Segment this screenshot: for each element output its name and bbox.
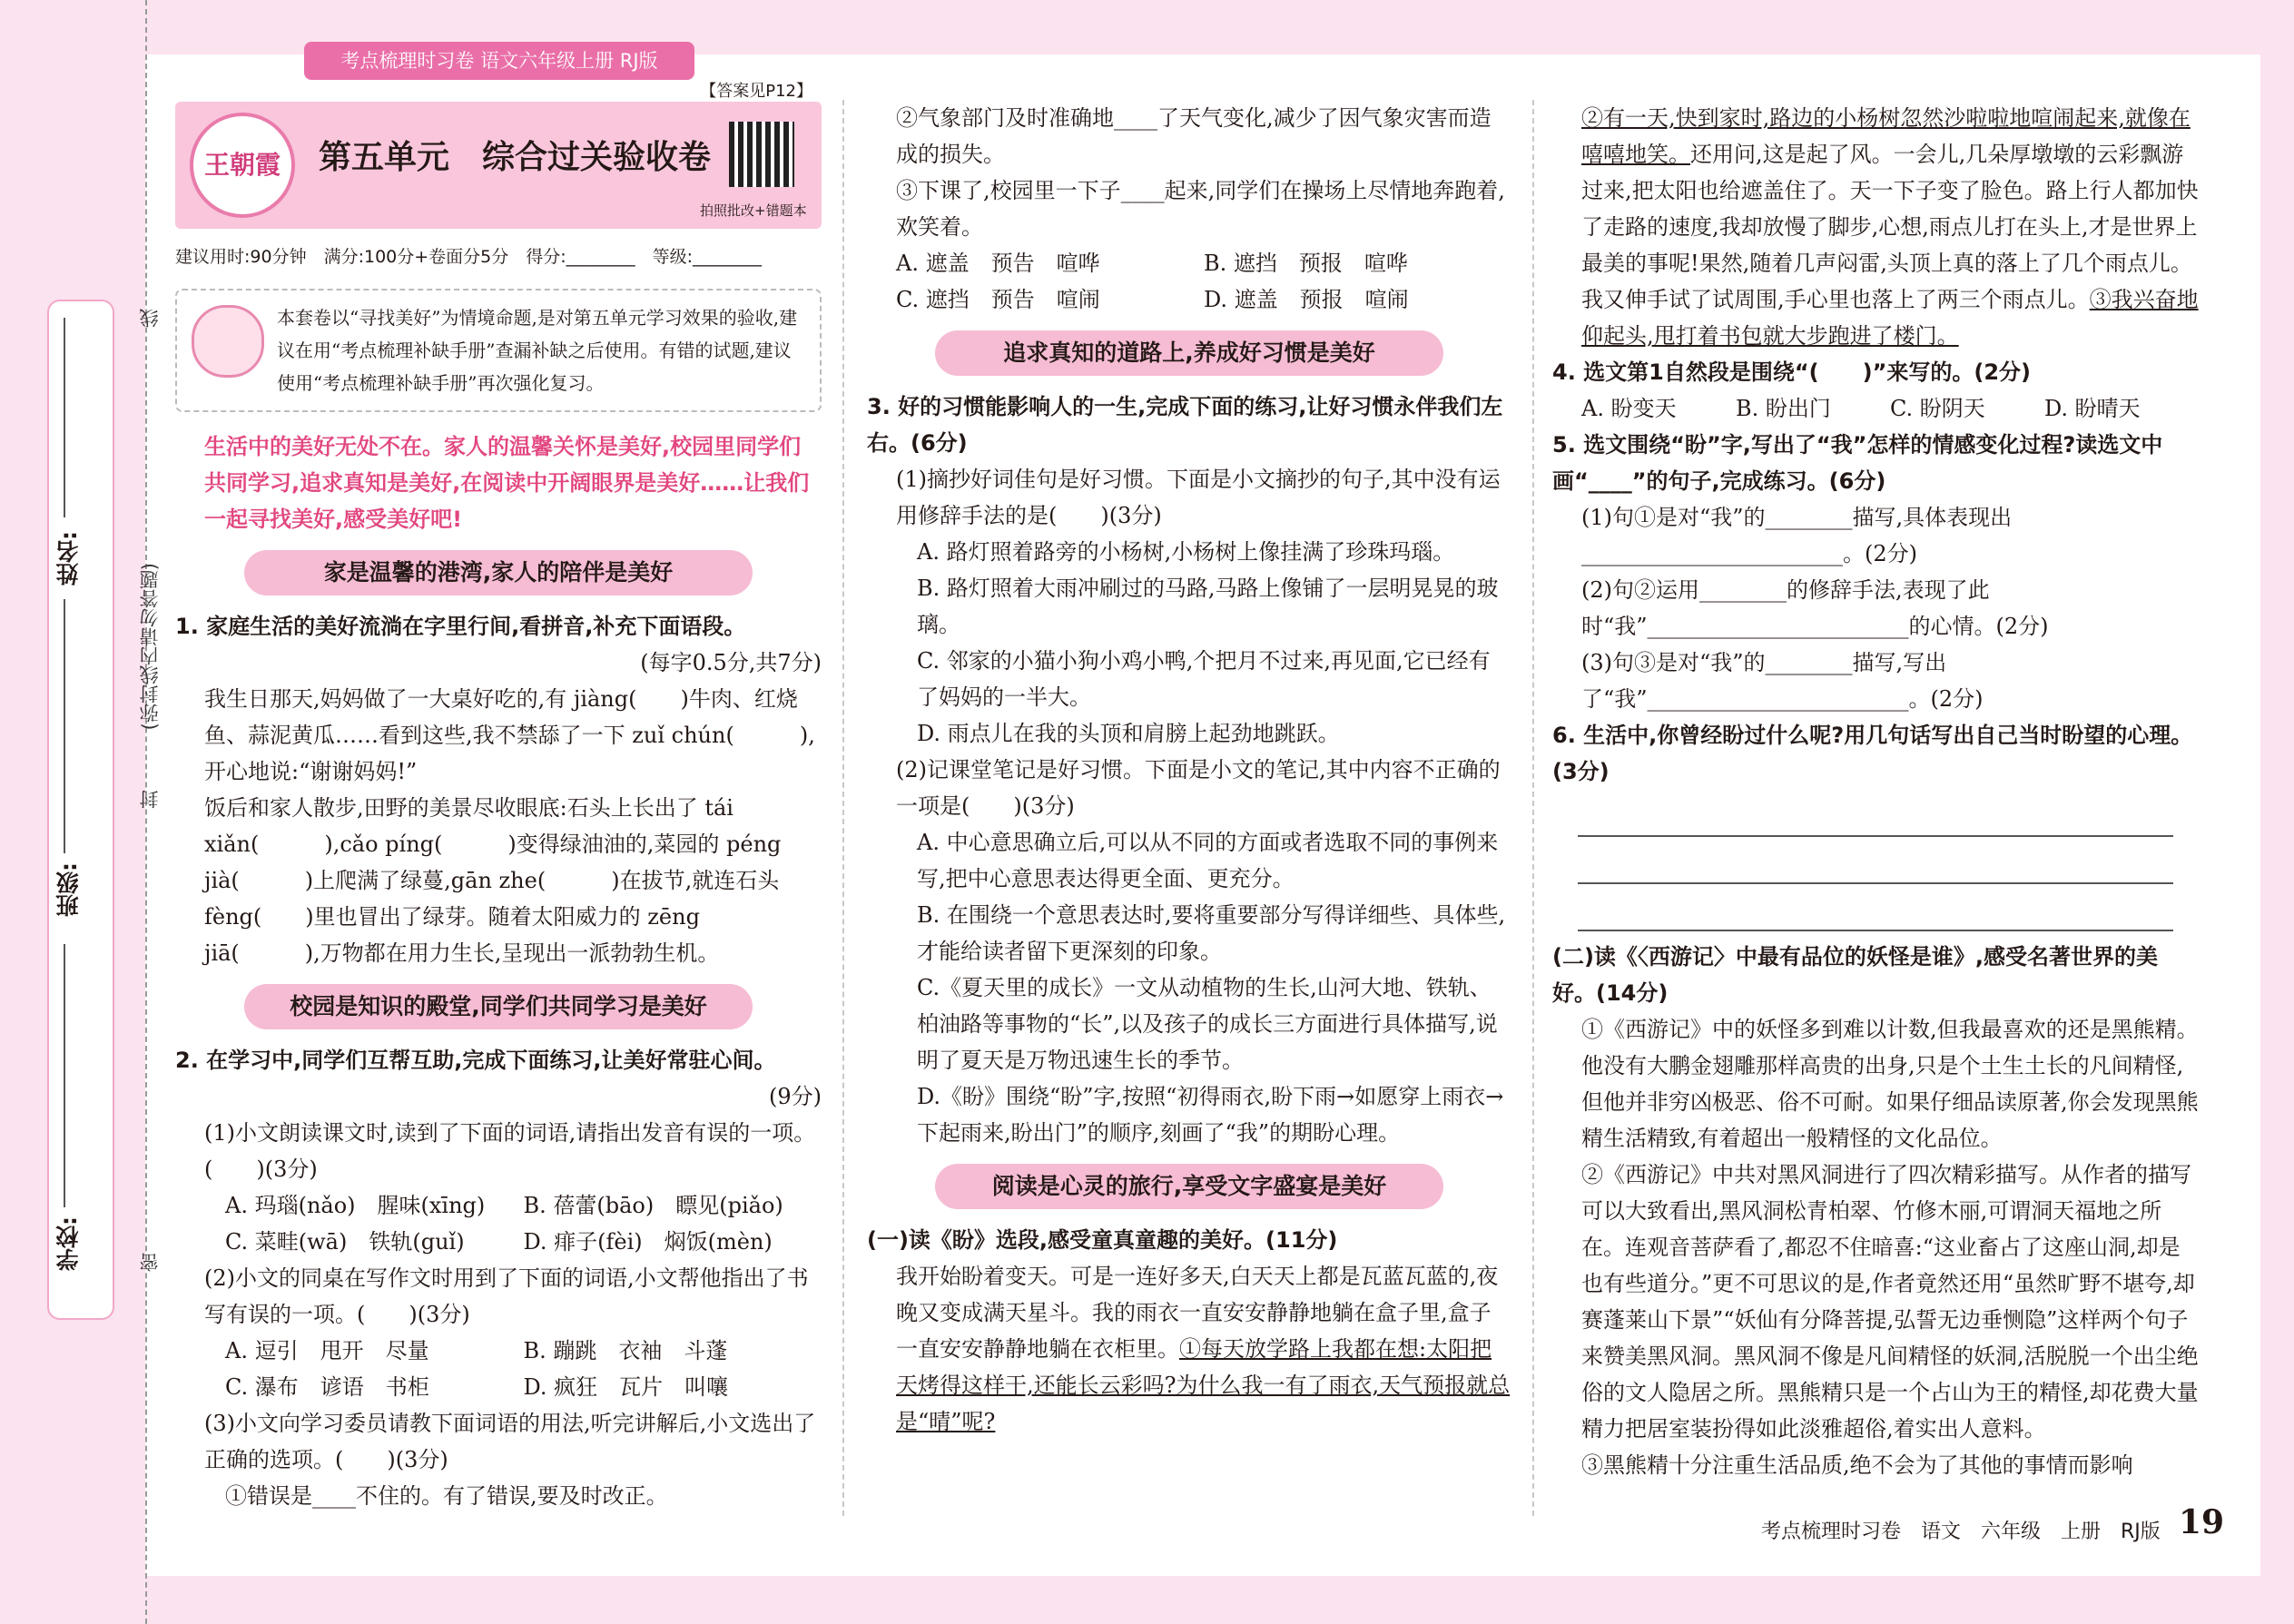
q5-1[interactable]: (1)句①是对“我”的________描写,具体表现出________________________。(2分) — [1581, 505, 2013, 566]
seal-text: (弥封线内请勿答题) — [139, 563, 161, 731]
q2-3-sentence-2: ②气象部门及时准确地____了天气变化,减少了因气象灾害而造成的损失。 — [896, 105, 1492, 167]
seal-mark-line: 线 — [139, 309, 161, 328]
exam-meta: 建议用时:90分钟 满分:100分+卷面分5分 得分:________ 等级:________ — [175, 247, 763, 267]
option[interactable]: A. 遮盖 预告 喧哗 — [896, 251, 1100, 276]
column-divider-2 — [1532, 100, 1534, 1516]
column-1 — [175, 82, 822, 1514]
option[interactable]: B. 蓓蕾(bāo) 瞟见(piǎo) — [523, 1193, 783, 1218]
section-reading: 阅读是心灵的旅行,享受文字盛宴是美好 — [935, 1164, 1443, 1209]
column-3 — [1552, 100, 2199, 1483]
answer-line[interactable] — [1578, 890, 2173, 931]
q2-title: 2. 在学习中,同学们互帮互助,完成下面练习,让美好常驻心间。 — [175, 1048, 776, 1073]
q3-1-options — [867, 534, 1511, 752]
theme-text: 生活中的美好无处不在。家人的温馨关怀是美好,校园里同学们共同学习,追求真知是美好,在阅读中开阔眼界是美好……让我们一起寻找美好,感受美好吧! — [204, 434, 810, 532]
seal-line — [145, 0, 147, 1624]
reading-1-underlined-sentence-3: ③我兴奋地仰起头,甩打着书包就大步跑进了楼门。 — [1581, 287, 2199, 349]
section-school: 校园是知识的殿堂,同学们共同学习是美好 — [244, 984, 753, 1029]
girl-avatar-icon — [192, 305, 264, 378]
seal-mark-secret: 密 — [139, 1253, 161, 1272]
option[interactable]: D. 遮盖 预报 喧闹 — [1204, 287, 1409, 312]
q5-3[interactable]: (3)句③是对“我”的________描写,写出了“我”________________________。(2分) — [1581, 650, 1984, 712]
qr-caption: 拍照批改+错题本 — [700, 202, 807, 219]
option[interactable]: D. 盼晴天 — [2044, 396, 2141, 421]
q3-2-options — [867, 824, 1511, 1151]
q2-1-question: (1)小文朗读课文时,读到了下面的词语,请指出发音有误的一项。( )(3分) — [204, 1120, 816, 1182]
q3-1-question: (1)摘抄好词佳句是好习惯。下面是小文摘抄的句子,其中没有运用修辞手法的是( )(3分) — [896, 467, 1501, 528]
column-divider-1 — [842, 100, 844, 1516]
class-line[interactable] — [64, 599, 65, 853]
option[interactable]: A. 路灯照着路旁的小杨树,小杨树上像挂满了珍珠玛瑙。 — [917, 539, 1455, 565]
option[interactable]: C. 瀑布 谚语 书柜 — [225, 1374, 429, 1400]
option[interactable]: A. 逗引 甩开 尽量 — [225, 1338, 429, 1363]
q2-3-sentence-3: ③下课了,校园里一下子____起来,同学们在操场上尽情地奔跑着,欢笑着。 — [896, 178, 1505, 240]
q1-paragraph-1[interactable]: 我生日那天,妈妈做了一大桌好吃的,有 jiàng( )牛肉、红烧鱼、蒜泥黄瓜……看到这些,我不禁舔了一下 zuǐ chún( ),开心地说:“谢谢妈妈!” — [204, 686, 815, 784]
option[interactable]: C. 遮挡 预告 喧闹 — [896, 287, 1100, 312]
intro-note — [175, 289, 822, 412]
page-title: 第五单元 综合过关验收卷 — [319, 139, 712, 176]
reading-1-underlined-sentence-1: ①每天放学路上我都在想:太阳把天烤得这样干,还能长云彩吗?为什么我一有了雨衣,天气预报就总是“晴”呢? — [896, 1336, 1511, 1434]
binding-strip — [47, 300, 114, 1320]
series-banner: 考点梳理时习卷 语文六年级上册 RJ版 — [304, 42, 694, 80]
answer-line[interactable] — [1578, 842, 2173, 884]
q2-score: (9分) — [769, 1084, 822, 1109]
option[interactable]: A. 中心意思确立后,可以从不同的方面或者选取不同的事例来写,把中心意思表达得更全面、更充分。 — [917, 830, 1499, 891]
q2-1-options — [175, 1187, 822, 1260]
option[interactable]: B. 在围绕一个意思表达时,要将重要部分写得详细些、具体些,才能给读者留下更深刻的印象。 — [917, 902, 1506, 964]
q1-title: 1. 家庭生活的美好流淌在字里行间,看拼音,补充下面语段。 — [175, 614, 746, 639]
option[interactable]: C. 邻家的小猫小狗小鸡小鸭,个把月不过来,再见面,它已经有了妈妈的一半大。 — [917, 648, 1491, 710]
page-footer: 考点梳理时习卷 语文 六年级 上册 RJ版 — [1761, 1521, 2161, 1543]
name-line[interactable] — [64, 318, 65, 517]
q3-title: 3. 好的习惯能影响人的一生,完成下面的练习,让好习惯永伴我们左右。(6分) — [867, 394, 1503, 456]
qr-code[interactable] — [729, 122, 794, 187]
q2-2-options — [175, 1333, 822, 1405]
q4-options — [1552, 390, 2199, 427]
reading-2-paragraph-1: ①《西游记》中的妖怪多到难以计数,但我最喜欢的还是黑熊精。他没有大鹏金翅雕那样高贵的出身,只是个土生土长的凡间精怪,但他并非穷凶极恶、俗不可耐。如果仔细品读原著,你会发现黑熊精生活精致,有着超出一般精怪的文化品位。 — [1581, 1017, 2199, 1151]
class-label: 班级: — [55, 862, 82, 917]
option[interactable]: D. 雨点儿在我的头顶和肩膀上起劲地跳跃。 — [917, 721, 1340, 746]
name-label: 姓名: — [55, 531, 82, 586]
q6-answer-lines[interactable] — [1552, 795, 2199, 931]
option[interactable]: B. 蹦跳 衣袖 斗蓬 — [523, 1338, 728, 1363]
q2-3-sentence-1: ①错误是____不住的。有了错误,要及时改正。 — [225, 1483, 668, 1509]
intro-text: 本套卷以“寻找美好”为情境命题,是对第五单元学习效果的验收,建议在用“考点梳理补缺手册”查漏补缺之后使用。有错的试题,建议使用“考点梳理补缺手册”再次强化复习。 — [277, 307, 798, 394]
q1-score: (每字0.5分,共7分) — [640, 650, 822, 675]
unit-header — [175, 102, 822, 229]
answer-reference: 【答案见P12】 — [700, 82, 812, 101]
option[interactable]: D.《盼》围绕“盼”字,按照“初得雨衣,盼下雨→如愿穿上雨衣→下起雨来,盼出门”的顺序,刻画了“我”的期盼心理。 — [917, 1084, 1504, 1146]
option[interactable]: D. 痱子(fèi) 焖饭(mèn) — [523, 1229, 773, 1255]
reading-1-underlined-sentence-2: ②有一天,快到家时,路边的小杨树忽然沙啦啦地喧闹起来,就像在嘻嘻地笑。 — [1581, 105, 2191, 167]
option[interactable]: B. 盼出门 — [1736, 396, 1831, 421]
q5-2[interactable]: (2)句②运用________的修辞手法,表现了此时“我”________________________的心情。(2分) — [1581, 577, 2049, 639]
reading-2-paragraph-2: ②《西游记》中共对黑风洞进行了四次精彩描写。从作者的描写可以大致看出,黑风洞松青柏翠、竹修木丽,可谓洞天福地之所在。连观音菩萨看了,都忍不住暗喜:“这业畜占了这座山洞,却是也有些道分。”更不可思议的是,作者竟然还用“虽然旷野不堪夸,却赛蓬莱山下景”“妖仙有分降菩提,弘誓无边垂恻隐”这样两个句子来赞美黑风洞。黑风洞不像是凡间精怪的妖洞,活脱脱一个出尘绝俗的文人隐居之所。黑熊精只是一个占山为王的精怪,却花费大量精力把居室装扮得如此淡雅超俗,着实出人意料。 — [1581, 1162, 2199, 1442]
option[interactable]: D. 疯狂 瓦片 叫嚷 — [523, 1374, 729, 1400]
seal-mark-seal: 封 — [139, 790, 161, 809]
option[interactable]: B. 遮挡 预报 喧哗 — [1204, 251, 1408, 276]
option[interactable]: A. 玛瑙(nǎo) 腥味(xīng) — [225, 1193, 486, 1218]
reading-1-text: 还用问,这是起了风。一会儿,几朵厚墩墩的云彩飘游过来,把太阳也给遮盖住了。天一下子变了脸色。路上行人都加快了走路的速度,我却放慢了脚步,心想,雨点儿打在头上,才是世界上最美的事呢!果然,随着几声闷雷,头顶上真的落上了几个雨点儿。我又伸手试了试周围,手心里也落上了两三个雨点儿。 — [1581, 142, 2199, 312]
q5-title: 5. 选文围绕“盼”字,写出了“我”怎样的情感变化过程?读选文中画“____”的句子,完成练习。(6分) — [1552, 432, 2163, 494]
school-line[interactable] — [64, 944, 65, 1207]
school-label: 学校: — [55, 1216, 82, 1271]
q2-2-question: (2)小文的同桌在写作文时用到了下面的词语,小文帮他指出了书写有误的一项。( )(3分) — [204, 1265, 809, 1327]
option[interactable]: C. 盼阴天 — [1890, 396, 1985, 421]
option[interactable]: A. 盼变天 — [1581, 396, 1677, 421]
section-home: 家是温馨的港湾,家人的陪伴是美好 — [244, 550, 753, 595]
reading-1-paragraph-1 — [867, 1258, 1511, 1440]
reading-1-title: (一)读《盼》选段,感受童真童趣的美好。(11分) — [867, 1227, 1338, 1253]
page-number: 19 — [2179, 1503, 2225, 1541]
section-knowledge: 追求真知的道路上,养成好习惯是美好 — [935, 330, 1443, 376]
option[interactable]: C.《夏天里的成长》一文从动植物的生长,山河大地、铁轨、柏油路等事物的“长”,以及孩子的成长三方面进行具体描写,说明了夏天是万物迅速生长的季节。 — [917, 975, 1498, 1073]
column-2 — [867, 100, 1511, 1440]
option[interactable]: C. 菜畦(wā) 铁轨(guǐ) — [225, 1229, 465, 1255]
reading-1-text: 我开始盼着变天。可是一连好多天,白天天上都是瓦蓝瓦蓝的,夜晚又变成满天星斗。我的雨衣一直安安静静地躺在盒子里,盒子一直安安静静地躺在衣柜里。 — [896, 1264, 1499, 1362]
q6-title: 6. 生活中,你曾经盼过什么呢?用几句话写出自己当时盼望的心理。(3分) — [1552, 723, 2193, 784]
answer-line[interactable] — [1578, 795, 2173, 837]
q2-3-options — [867, 245, 1511, 318]
reading-2-title: (二)读《〈西游记〉中最有品位的妖怪是谁》,感受名著世界的美好。(14分) — [1552, 944, 2159, 1006]
brand-logo: 王朝霞 — [190, 113, 295, 218]
q1-paragraph-2[interactable]: 饭后和家人散步,田野的美景尽收眼底:石头上长出了 tái xiǎn( ),cǎo píng( )变得绿油油的,菜园的 péng jià( )上爬满了绿蔓,gān zhe( )在拔节,就连石头 fèng( )里也冒出了绿芽。随着太阳威力的 zēng jiā( ),万物都在用力生长,呈现出一派勃勃生机。 — [204, 795, 782, 966]
q3-2-question: (2)记课堂笔记是好习惯。下面是小文的笔记,其中内容不正确的一项是( )(3分) — [896, 757, 1501, 819]
reading-2-paragraph-3: ③黑熊精十分注重生活品质,绝不会为了其他的事情而影响 — [1581, 1452, 2133, 1478]
option[interactable]: B. 路灯照着大雨冲刷过的马路,马路上像铺了一层明晃晃的玻璃。 — [917, 576, 1499, 637]
reading-1-paragraph-2 — [1552, 100, 2199, 354]
q2-3-question: (3)小文向学习委员请教下面词语的用法,听完讲解后,小文选出了正确的选项。( )(3分) — [204, 1411, 816, 1472]
q4-title: 4. 选文第1自然段是围绕“( )”来写的。(2分) — [1552, 359, 2031, 385]
